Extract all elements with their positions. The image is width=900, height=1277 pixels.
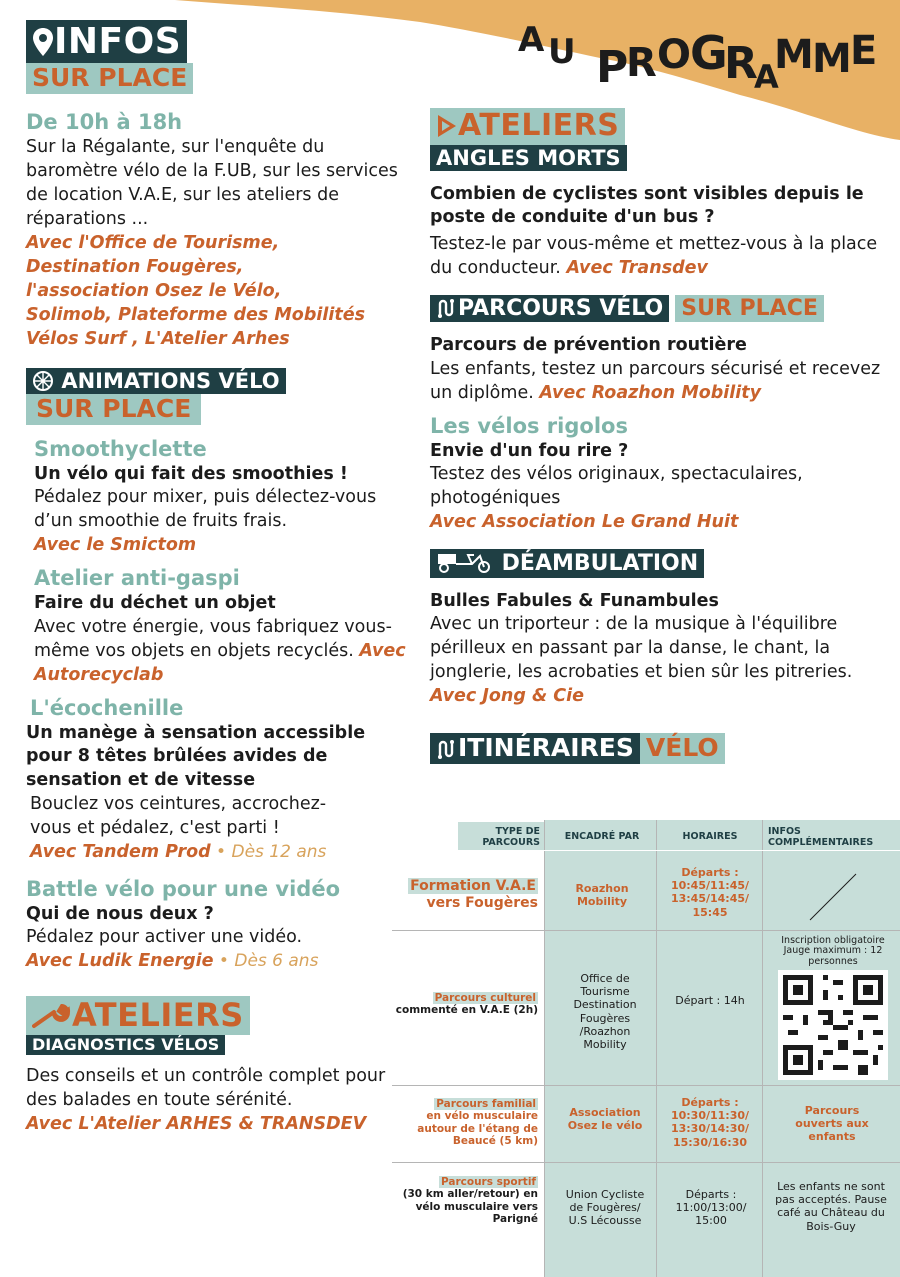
angles-with: Avec Transdev bbox=[566, 257, 708, 278]
animation-text: Pédalez pour mixer, puis délectez-vous d’un smoothie de fruits frais. bbox=[34, 487, 377, 532]
itineraires-heading bbox=[430, 733, 900, 764]
infos-partner: l'association Osez le Vélo, bbox=[26, 280, 282, 301]
animations-section bbox=[26, 368, 406, 974]
deambulation-title bbox=[430, 549, 704, 577]
program-title-letter: E bbox=[850, 28, 878, 74]
table-header: INFOS COMPLÉMENTAIRES bbox=[768, 826, 874, 849]
row-type-rest: commenté en V.A.E (2h) bbox=[395, 1004, 538, 1017]
program-title-letter: P bbox=[596, 42, 629, 93]
program-title bbox=[512, 14, 900, 104]
animation-item bbox=[34, 437, 406, 559]
infos-section bbox=[26, 20, 406, 352]
parcours-text-line bbox=[430, 358, 900, 406]
diagnostics-with: Avec L'Atelier ARHES & TRANSDEV bbox=[26, 1114, 367, 1135]
animation-with: Avec Autorecyclab bbox=[34, 640, 406, 685]
angles-lead: Combien de cyclistes sont visibles depuis le poste de conduite d'un bus ? bbox=[430, 183, 864, 228]
angle-triangle-icon bbox=[436, 108, 458, 143]
table-row-hours: Départs : 10:30/11:30/ 13:30/14:30/ 15:30/16:30 bbox=[670, 1096, 750, 1149]
program-title-letter: M bbox=[812, 36, 852, 82]
row-type-rest: en vélo musculaire autour de l'étang de Beaucé (5 km) bbox=[417, 1110, 538, 1148]
animation-item bbox=[26, 877, 406, 975]
angles-text: Testez-le par vous-même et mettez-vous à la place du conducteur. bbox=[430, 233, 878, 278]
table-row-type bbox=[392, 878, 538, 911]
parcours-lead: Parcours de prévention routière bbox=[430, 335, 747, 356]
table-divider bbox=[762, 820, 763, 1277]
rigolos-text: Testez des vélos originaux, spectaculaires, photogéniques bbox=[430, 464, 803, 509]
table-row-type bbox=[392, 992, 538, 1017]
table-row-by: Union Cycliste de Fougères/ U.S Lécousse bbox=[565, 1188, 645, 1228]
diagnostics-title bbox=[26, 996, 250, 1035]
table-divider bbox=[544, 820, 545, 1277]
diagnostics-subtitle: DIAGNOSTICS VÉLOS bbox=[26, 1035, 225, 1055]
deambulation-section bbox=[430, 549, 900, 709]
infos-title-text: INFOS bbox=[54, 21, 182, 62]
animation-name: L'écochenille bbox=[30, 695, 184, 720]
table-row-type bbox=[392, 1098, 538, 1148]
table-header: TYPE DE PARCOURS bbox=[482, 826, 540, 849]
location-pin-icon bbox=[32, 21, 54, 62]
itineraires-title bbox=[430, 733, 640, 764]
program-title-letter: G bbox=[690, 26, 728, 80]
program-title-letter: A bbox=[518, 20, 545, 60]
infos-hours: De 10h à 18h bbox=[26, 110, 183, 135]
row-type-highlight: Parcours familial bbox=[436, 1098, 536, 1110]
qr-code-icon bbox=[778, 970, 888, 1080]
animation-age: • Dès 12 ans bbox=[210, 841, 327, 862]
row-type-rest: vers Fougères bbox=[426, 894, 538, 911]
program-title-letter: R bbox=[626, 40, 657, 86]
route-icon bbox=[436, 733, 458, 762]
animation-credit bbox=[30, 841, 406, 865]
infos-title bbox=[26, 20, 187, 63]
animation-item bbox=[34, 566, 406, 688]
infos-partner: Destination Fougères, bbox=[26, 256, 244, 277]
table-row-divider bbox=[392, 1162, 900, 1163]
animations-title bbox=[26, 368, 286, 394]
row-type-highlight: Parcours sportif bbox=[440, 1176, 536, 1188]
table-header: ENCADRÉ PAR bbox=[564, 831, 640, 842]
deambulation-text: Avec un triporteur : de la musique à l'équilibre périlleux en passant par la danse, le chant, la jonglerie, les acrobaties et bien sûr les pitreries. bbox=[430, 614, 853, 683]
animation-text-line bbox=[34, 616, 406, 688]
animation-credit bbox=[26, 950, 406, 974]
table-row-by: Association Osez le vélo bbox=[567, 1106, 643, 1133]
animation-name: Battle vélo pour une vidéo bbox=[26, 876, 340, 901]
animation-name: Atelier anti-gaspi bbox=[34, 566, 240, 591]
table-row-info: Parcours ouverts aux enfants bbox=[795, 1104, 869, 1144]
table-row-hours: Départs : 11:00/13:00/ 15:00 bbox=[675, 1188, 747, 1228]
rigolos-title: Les vélos rigolos bbox=[430, 413, 628, 438]
animation-with: Avec Ludik Energie bbox=[26, 951, 214, 972]
row-type-highlight: Parcours culturel bbox=[434, 992, 536, 1004]
itineraires-subtitle: VÉLO bbox=[640, 733, 725, 764]
table-row-type bbox=[392, 1176, 538, 1226]
not-applicable-slash bbox=[808, 872, 858, 922]
table-row-divider bbox=[392, 1085, 900, 1086]
animations-subtitle: SUR PLACE bbox=[26, 394, 201, 425]
infos-partner: Solimob, Plateforme des Mobilités bbox=[26, 304, 365, 325]
infos-text: Sur la Régalante, sur l'enquête du baromètre vélo de la F.UB, sur les services de location V.A.E, sur les ateliers de réparations ... bbox=[26, 137, 398, 230]
deambulation-title-text: DÉAMBULATION bbox=[501, 551, 699, 577]
bike-wheel-icon bbox=[32, 369, 54, 393]
table-divider bbox=[656, 820, 657, 1277]
angles-section bbox=[430, 108, 900, 281]
diagnostics-section bbox=[26, 996, 406, 1137]
table-row-divider bbox=[392, 930, 900, 931]
cargo-bike-icon bbox=[436, 551, 494, 576]
row-type-rest: (30 km aller/retour) en vélo musculaire vers Parigné bbox=[402, 1188, 538, 1226]
parcours-title bbox=[430, 295, 669, 322]
row-type-highlight: Formation V.A.E bbox=[410, 878, 536, 894]
deambulation-lead: Bulles Fabules & Funambules bbox=[430, 590, 719, 611]
angles-text-line bbox=[430, 233, 900, 281]
program-title-letter: U bbox=[548, 32, 576, 72]
infos-subtitle: SUR PLACE bbox=[26, 63, 193, 94]
itineraries-table bbox=[392, 820, 900, 1277]
rigolos-with: Avec Association Le Grand Huit bbox=[430, 512, 739, 533]
wrench-icon bbox=[32, 996, 72, 1034]
table-row-by: Office de Tourisme Destination Fougères /Roazhon Mobility bbox=[573, 972, 637, 1051]
animation-item bbox=[26, 696, 406, 865]
infos-partner: Avec l'Office de Tourisme, bbox=[26, 233, 280, 254]
program-title-letter: A bbox=[754, 58, 779, 96]
parcours-subtitle: SUR PLACE bbox=[675, 295, 824, 322]
table-row-info: Inscription obligatoire Jauge maximum : 12 personnes bbox=[781, 935, 885, 967]
table-row-hours: Départ : 14h bbox=[675, 994, 745, 1007]
right-column bbox=[430, 108, 900, 764]
infos-partner: Vélos Surf , L'Atelier Arhes bbox=[26, 328, 290, 349]
deambulation-with: Avec Jong & Cie bbox=[430, 686, 585, 707]
animation-text: Bouclez vos ceintures, accrochez-vous et pédalez, c'est parti ! bbox=[30, 793, 327, 838]
itineraires-title-text: ITINÉRAIRES bbox=[458, 733, 634, 763]
table-row-divider bbox=[392, 850, 900, 851]
table-row-info: Les enfants ne sont pas acceptés. Pause café au Château du Bois-Guy bbox=[775, 1180, 887, 1233]
animation-name: Smoothyclette bbox=[34, 436, 207, 461]
animation-with: Avec Tandem Prod bbox=[30, 841, 211, 862]
animation-lead: Faire du déchet un objet bbox=[34, 593, 276, 614]
program-title-letter: M bbox=[774, 32, 814, 78]
parcours-section bbox=[430, 295, 900, 535]
route-icon bbox=[436, 296, 458, 321]
angles-subtitle: ANGLES MORTS bbox=[430, 145, 627, 171]
table-row-hours: Départs : 10:45/11:45/ 13:45/14:45/ 15:45 bbox=[670, 866, 750, 919]
animation-lead: Un vélo qui fait des smoothies ! bbox=[34, 463, 348, 484]
animation-with: Avec le Smictom bbox=[34, 535, 197, 556]
parcours-with: Avec Roazhon Mobility bbox=[539, 382, 762, 403]
animation-lead: Qui de nous deux ? bbox=[26, 903, 214, 924]
diagnostics-title-text: ATELIERS bbox=[72, 996, 244, 1035]
animations-title-text: ANIMATIONS VÉLO bbox=[61, 368, 280, 393]
program-title-letter: R bbox=[724, 38, 758, 89]
animation-text: Avec votre énergie, vous fabriquez vous-même vos objets en objets recyclés. bbox=[34, 616, 392, 661]
parcours-text: Les enfants, testez un parcours sécurisé et recevez un diplôme. bbox=[430, 358, 881, 403]
animation-text: Pédalez pour activer une vidéo. bbox=[26, 927, 303, 948]
table-row-by: Roazhon Mobility bbox=[575, 882, 629, 909]
rigolos-lead: Envie d'un fou rire ? bbox=[430, 440, 629, 461]
animation-age: • Dès 6 ans bbox=[213, 951, 319, 972]
left-column bbox=[26, 20, 406, 1137]
program-title-letter: O bbox=[657, 32, 692, 78]
animation-lead: Un manège à sensation accessible pour 8 têtes brûlées avides de sensation et de vitesse bbox=[26, 722, 366, 791]
deambulation-text-line bbox=[430, 613, 880, 709]
angles-title-text: ATELIERS bbox=[458, 108, 620, 143]
parcours-title-text: PARCOURS VÉLO bbox=[458, 295, 664, 321]
angles-title bbox=[430, 108, 625, 145]
diagnostics-text: Des conseils et un contrôle complet pour des balades en toute sérénité. bbox=[26, 1066, 386, 1111]
table-header: HORAIRES bbox=[682, 831, 738, 842]
